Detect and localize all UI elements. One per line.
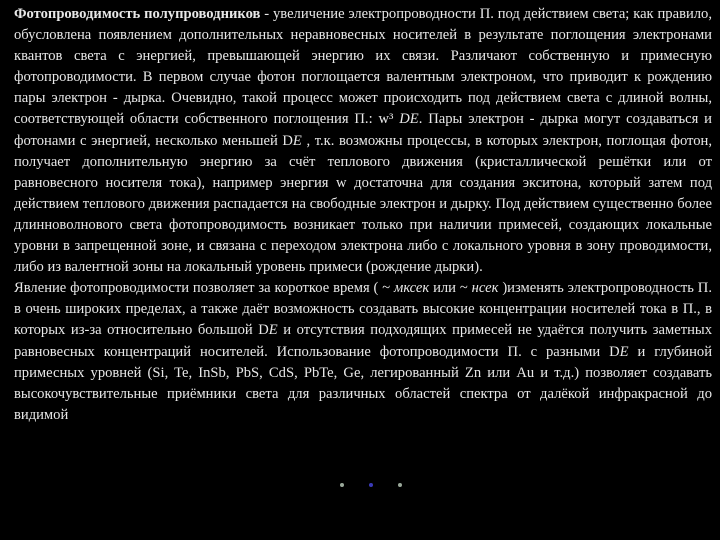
- text-block: [14, 4, 712, 426]
- symbol-de: DE: [399, 111, 419, 128]
- paragraph-definition: [14, 4, 712, 278]
- unit-mksek: мксек: [394, 280, 430, 297]
- text-run: и отсутствия подходящих примесей не удаётся получить заметных равновесных концентраций носителей. Использование фотопроводимости П. с разными D: [14, 322, 712, 360]
- text-run: Явление фотопроводимости позволяет за короткое время ( ~: [14, 280, 395, 297]
- unit-nsek: нсек: [471, 280, 499, 297]
- nav-dot-left[interactable]: [340, 483, 344, 487]
- text-run: , т.к. возможны процессы, в которых электрон, поглощая фотон, получает дополнительную энергию за счёт теплового движения (кристаллической решётки или от равновесного носителя тока), например энергия w достаточна для создания экситона, который затем под действием теплового движения распадается на свободные электрон и дырку. Под действием существенно более длинноволнового света фотопроводимость возникает только при наличии примесей, создающих локальные уровни в запрещенной зоне, и связана с переходом электрона либо с локального уровня в зону проводимости, либо из валентной зоны на локальный уровень примеси (рождение дырки).: [14, 132, 712, 276]
- nav-dot-center[interactable]: [369, 483, 373, 487]
- text-run: или ~: [429, 280, 472, 297]
- text-run: . Пары электрон - дырка могут создаваться и фотонами с энергией, несколько меньшей D: [14, 111, 712, 149]
- symbol-e: E: [292, 132, 302, 149]
- term-title: Фотопроводимость полупроводников: [14, 6, 261, 22]
- text-run: - увеличение электропроводности П. под действием света; как правило, обусловлена появлением дополнительных неравновесных носителей в результате поглощения электронами квантов света с энергией, превышающей энергию их связи. Различают собственную и примесную фотопроводимости. В первом случае фотон поглощается валентным электроном, что приводит к рождению пары электрон - дырка. Очевидно, такой процесс может происходить под действием света с длиной волны, соответствующей области собственного поглощения П.: w³: [14, 6, 712, 128]
- symbol-e: E: [619, 343, 629, 360]
- paragraph-applications: [14, 278, 712, 426]
- slide-nav-dots: [0, 480, 720, 492]
- text-run: )изменять электропроводность П. в очень широких пределах, а также даёт возможность создавать высокие концентрации носителей тока в П., в которых из-за относительно большой D: [14, 280, 712, 339]
- symbol-e: E: [268, 322, 278, 339]
- text-run: и глубиной примесных уровней (Si, Te, InSb, PbS, CdS, PbTe, Ge, легированный Zn или Au и т.д.) позволяет создавать высокочувствительные приёмники света для различных областей спектра от далёкой инфракрасной до видимой: [14, 343, 713, 423]
- nav-dot-right[interactable]: [398, 483, 402, 487]
